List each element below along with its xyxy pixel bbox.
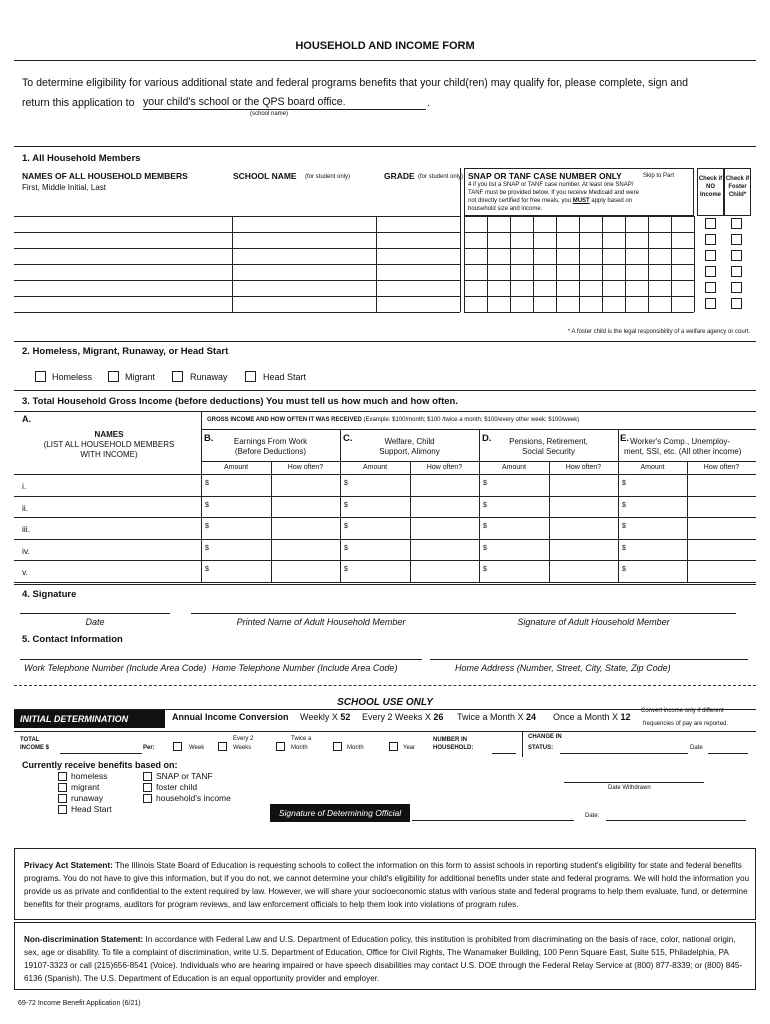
printed-name-field[interactable] xyxy=(191,613,451,614)
dollar-sign: $ xyxy=(205,566,209,573)
member-name-cell[interactable] xyxy=(14,264,232,280)
snap-digit-divider xyxy=(694,216,695,312)
section3-heading: 3. Total Household Gross Income (before deductions) You must tell us how much and how often. xyxy=(22,396,458,407)
convert-note-1: Convert income only if different xyxy=(641,708,724,714)
income-amount-cell[interactable] xyxy=(630,474,687,496)
privacy-statement xyxy=(24,859,750,911)
member-grade-cell[interactable] xyxy=(376,280,460,296)
col-b-text-2: (Before Deductions) xyxy=(234,447,307,456)
dollar-sign: $ xyxy=(622,502,626,509)
snap-digit-divider xyxy=(533,216,534,312)
home-phone-label: Home Telephone Number (Include Area Code) xyxy=(212,663,398,673)
dollar-sign: $ xyxy=(483,523,487,530)
nondiscrimination-text: In accordance with Federal Law and U.S. Department of Education policy, this institution is prohibited from discriminating on the basis of race, color, national origin, sex, age or disability. To file a complaint of discrimination, write U.S. Department of Education, Office for Civil Rights, The Wanamaker Building, 100 Penn Square East, Suite 515, Philadelphia, PA 19107-3323 or call (215)656-8541 (Voice). Individuals who are hearing impaired or have speech disabilities may contact U.S. DOE through the Federal Relay Service at (800) 877-8339; or (800) 845-6136 (Spanish). The U.S. Department of Education is an equal opportunity provider and employer. xyxy=(24,935,743,983)
income-amount-cell[interactable] xyxy=(630,560,687,582)
foster-child-checkbox[interactable] xyxy=(731,266,742,277)
household-number-field[interactable] xyxy=(492,753,516,754)
printed-name-label: Printed Name of Adult Household Member xyxy=(236,617,406,627)
adult-signature-label: Signature of Adult Household Member xyxy=(517,617,670,627)
income-frequency-cell[interactable] xyxy=(687,560,756,582)
migrant-checkbox[interactable] xyxy=(108,371,119,382)
amount-header: Amount xyxy=(223,464,249,471)
gross-income-bold: GROSS INCOME AND HOW OFTEN IT WAS RECEIVED xyxy=(207,417,362,423)
income-amount-cell[interactable] xyxy=(630,496,687,517)
income-amount-cell[interactable] xyxy=(491,517,549,539)
income-frequency-cell[interactable] xyxy=(549,560,618,582)
section4-rule xyxy=(14,584,756,585)
per-month-label: Month xyxy=(347,745,364,751)
section4-heading: 4. Signature xyxy=(22,589,77,600)
signature-date-label: Date xyxy=(85,617,105,627)
intro-line-2-prefix: return this application to xyxy=(22,97,135,109)
runaway-checkbox[interactable] xyxy=(172,371,183,382)
work-phone-field[interactable] xyxy=(20,659,216,660)
per-twice-month-checkbox[interactable] xyxy=(276,742,285,751)
benefit-runaway-label: runaway xyxy=(71,793,104,803)
signature-date-field[interactable] xyxy=(20,613,170,614)
once-number: 12 xyxy=(620,712,631,722)
gross-income-example: (Example: $100/month; $100 /twice a month; $100/every other week; $100/week) xyxy=(363,417,580,423)
how-often-header: How often? xyxy=(426,464,463,471)
school-use-heading: SCHOOL USE ONLY xyxy=(337,697,433,708)
dollar-sign: $ xyxy=(344,523,348,530)
snap-digit-divider xyxy=(556,216,557,312)
school-name-field[interactable]: your child's school or the QPS board office. xyxy=(143,96,426,110)
home-phone-field[interactable] xyxy=(212,659,422,660)
twice-text: Twice a Month X xyxy=(457,712,527,722)
benefit-head-start-checkbox[interactable] xyxy=(58,805,67,814)
intro-line-2-suffix: . xyxy=(427,97,430,109)
income-amount-cell[interactable] xyxy=(352,474,410,496)
col-c-label: C. xyxy=(343,433,353,444)
member-row-line xyxy=(14,312,460,313)
col-c-text-1: Welfare, Child xyxy=(384,437,435,446)
grade-col-divider xyxy=(460,168,461,312)
snap-col-desc-3c: apply based on xyxy=(589,198,633,204)
dollar-sign: $ xyxy=(205,545,209,552)
snap-digit-divider xyxy=(602,216,603,312)
every-2-weeks-2: Weeks xyxy=(233,745,252,751)
snap-col-header: SNAP OR TANF CASE NUMBER ONLY xyxy=(468,171,622,181)
income-name-cell[interactable] xyxy=(30,496,200,517)
income-frequency-cell[interactable] xyxy=(687,539,756,560)
official-signature-label: Signature of Determining Official xyxy=(270,804,410,822)
runaway-label: Runaway xyxy=(190,372,228,382)
col-e-text-2: ment, SSI, etc. (All other income) xyxy=(624,447,742,456)
member-grade-cell[interactable] xyxy=(376,264,460,280)
no-income-checkbox[interactable] xyxy=(705,266,716,277)
member-grade-cell[interactable] xyxy=(376,248,460,264)
income-name-cell[interactable] xyxy=(30,539,200,560)
member-school-cell[interactable] xyxy=(232,216,376,232)
head-start-checkbox[interactable] xyxy=(245,371,256,382)
every2-text: Every 2 Weeks X xyxy=(362,712,434,722)
snap-digit-divider xyxy=(487,216,488,312)
per-week-label: Week xyxy=(189,745,205,751)
members-col-subheader: First, Middle Initial, Last xyxy=(22,183,107,192)
income-amount-cell[interactable] xyxy=(213,539,271,560)
income-amount-cell[interactable] xyxy=(352,539,410,560)
change-status-field[interactable] xyxy=(560,753,688,754)
col-d-text-1: Pensions, Retirement, xyxy=(509,437,588,446)
grade-col-header: GRADE xyxy=(384,171,415,181)
col-b-text-1: Earnings From Work xyxy=(233,437,308,446)
income-amount-cell[interactable] xyxy=(213,517,271,539)
nondiscrimination-statement xyxy=(24,933,750,985)
income-amount-cell[interactable] xyxy=(491,560,549,582)
income-frequency-cell[interactable] xyxy=(410,539,479,560)
weekly-factor xyxy=(300,712,350,722)
twice-factor xyxy=(457,712,536,722)
member-grade-cell[interactable] xyxy=(376,232,460,248)
benefit-head-start-label: Head Start xyxy=(71,804,112,814)
official-date-label: Date: xyxy=(585,813,600,819)
dollar-sign: $ xyxy=(205,480,209,487)
dollar-sign: $ xyxy=(622,545,626,552)
no-income-checkbox[interactable] xyxy=(705,298,716,309)
income-amount-cell[interactable] xyxy=(630,539,687,560)
income-amount-cell[interactable] xyxy=(491,496,549,517)
snap-col-skip: Skip to Part xyxy=(643,173,675,179)
benefit-snap-checkbox[interactable] xyxy=(143,772,152,781)
grade-col-note: (for student only) xyxy=(418,174,464,180)
every2-number: 26 xyxy=(433,712,444,722)
foster-child-checkbox[interactable] xyxy=(731,298,742,309)
income-frequency-cell[interactable] xyxy=(271,539,340,560)
col-d-text-2: Social Security xyxy=(522,447,575,456)
weekly-number: 52 xyxy=(340,712,351,722)
per-week-checkbox[interactable] xyxy=(173,742,182,751)
section5-heading: 5. Contact Information xyxy=(22,634,123,645)
income-row-label: iii. xyxy=(22,524,31,534)
snap-digit-divider xyxy=(510,216,511,312)
member-school-cell[interactable] xyxy=(232,232,376,248)
col-e-label: E. xyxy=(620,433,629,444)
member-school-cell[interactable] xyxy=(232,264,376,280)
school-use-divider xyxy=(14,685,756,686)
official-signature-field[interactable] xyxy=(412,820,574,821)
convert-note-2: frequencies of pay are reported. xyxy=(643,721,729,727)
members-col-header: NAMES OF ALL HOUSEHOLD MEMBERS xyxy=(22,171,188,181)
snap-digit-divider xyxy=(648,216,649,312)
date-withdrawn-label: Date Withdrawn xyxy=(608,785,651,791)
income-amount-cell[interactable] xyxy=(491,474,549,496)
no-income-col-header: Check if NO Income xyxy=(698,176,723,198)
member-name-cell[interactable] xyxy=(14,248,232,264)
homeless-label: Homeless xyxy=(52,372,93,382)
member-school-cell[interactable] xyxy=(232,248,376,264)
school-name-caption: (school name) xyxy=(250,111,289,117)
income-name-cell[interactable] xyxy=(30,560,200,582)
member-grade-cell[interactable] xyxy=(376,296,460,312)
nondiscrimination-label: Non-discrimination Statement: xyxy=(24,935,144,944)
income-frequency-cell[interactable] xyxy=(687,474,756,496)
adult-signature-field[interactable] xyxy=(451,613,736,614)
no-income-checkbox[interactable] xyxy=(705,250,716,261)
snap-col-desc-3a: not directly certified for free meals, you xyxy=(468,198,573,204)
no-income-checkbox[interactable] xyxy=(705,282,716,293)
benefit-foster-label: foster child xyxy=(156,782,198,792)
income-row-label: iv. xyxy=(22,546,30,556)
weekly-text: Weekly X xyxy=(300,712,341,722)
twice-month-1: Twice a xyxy=(291,736,312,742)
amount-header: Amount xyxy=(640,464,665,471)
twice-month-2: Month xyxy=(291,745,308,751)
no-income-checkbox[interactable] xyxy=(705,218,716,229)
homeless-checkbox[interactable] xyxy=(35,371,46,382)
income-frequency-cell[interactable] xyxy=(549,517,618,539)
home-address-label: Home Address (Number, Street, City, State, Zip Code) xyxy=(455,663,671,673)
snap-col-desc-must: MUST xyxy=(572,198,590,204)
income-row-label: v. xyxy=(22,567,28,577)
no-income-checkbox[interactable] xyxy=(705,234,716,245)
income-frequency-cell[interactable] xyxy=(410,474,479,496)
snap-col-desc-1: 4 if you list a SNAP or TANF case number. At least one SNAP/ xyxy=(468,182,634,188)
dollar-sign: $ xyxy=(483,545,487,552)
change-in-1: CHANGE IN xyxy=(528,734,562,740)
dollar-sign: $ xyxy=(344,545,348,552)
income-frequency-cell[interactable] xyxy=(271,560,340,582)
income-amount-cell[interactable] xyxy=(352,560,410,582)
gross-income-header xyxy=(207,417,579,423)
how-often-header: How often? xyxy=(565,464,602,471)
work-phone-label: Work Telephone Number (Include Area Code) xyxy=(24,663,207,673)
income-frequency-cell[interactable] xyxy=(410,517,479,539)
benefit-income-checkbox[interactable] xyxy=(143,794,152,803)
per-year-checkbox[interactable] xyxy=(389,742,398,751)
dollar-sign: $ xyxy=(622,480,626,487)
dollar-sign: $ xyxy=(344,502,348,509)
benefit-snap-label: SNAP or TANF xyxy=(156,771,213,781)
section1-heading: 1. All Household Members xyxy=(22,153,141,164)
intro-line-1: To determine eligibility for various additional state and federal programs benefits that your child(ren) may qualify for, please complete, sign and xyxy=(22,77,688,89)
names-header: NAMES xyxy=(94,430,124,439)
member-name-cell[interactable] xyxy=(14,232,232,248)
how-often-header: How often? xyxy=(287,464,324,471)
col-a-label: A. xyxy=(22,414,31,424)
change-status-divider xyxy=(522,732,523,757)
col-b-label: B. xyxy=(204,433,214,444)
income-row-line xyxy=(14,582,756,583)
number-in-2: HOUSEHOLD: xyxy=(433,745,474,751)
initial-determination-label: INITIAL DETERMINATION xyxy=(14,710,165,728)
per-month-checkbox[interactable] xyxy=(333,742,342,751)
once-factor xyxy=(553,712,631,722)
benefit-homeless-checkbox[interactable] xyxy=(58,772,67,781)
names-sub-2: WITH INCOME) xyxy=(80,450,138,459)
change-date-label: Date xyxy=(690,745,703,751)
twice-number: 24 xyxy=(526,712,537,722)
change-date-field[interactable] xyxy=(708,753,748,754)
benefit-foster-checkbox[interactable] xyxy=(143,783,152,792)
dollar-sign: $ xyxy=(483,480,487,487)
benefit-migrant-label: migrant xyxy=(71,782,100,792)
number-in-1: NUMBER IN xyxy=(433,737,467,743)
total-income-1: TOTAL xyxy=(20,737,40,743)
conversion-rule xyxy=(14,731,756,732)
income-frequency-cell[interactable] xyxy=(687,496,756,517)
official-date-field[interactable] xyxy=(606,820,746,821)
how-often-header: How often? xyxy=(703,464,740,471)
dollar-sign: $ xyxy=(483,566,487,573)
member-name-cell[interactable] xyxy=(14,216,232,232)
per-year-label: Year xyxy=(403,745,416,751)
snap-digit-divider xyxy=(625,216,626,312)
dollar-sign: $ xyxy=(344,566,348,573)
col-e-text-1: Worker's Comp., Unemploy- xyxy=(630,437,731,446)
names-sub-1: (LIST ALL HOUSEHOLD MEMBERS xyxy=(43,440,175,449)
foster-col-header: Check if Foster Child* xyxy=(725,176,750,198)
foster-child-checkbox[interactable] xyxy=(731,250,742,261)
snap-col-desc-2: TANF must be provided below. If you receive Medicaid and were xyxy=(468,190,639,196)
income-row-label: ii. xyxy=(22,503,29,513)
annual-conversion-label: Annual Income Conversion xyxy=(172,712,289,722)
income-amount-cell[interactable] xyxy=(213,496,271,517)
section3-rule xyxy=(14,390,756,391)
head-start-label: Head Start xyxy=(263,372,307,382)
change-in-2: STATUS: xyxy=(528,745,554,751)
migrant-label: Migrant xyxy=(125,372,156,382)
member-name-cell[interactable] xyxy=(14,280,232,296)
foster-child-checkbox[interactable] xyxy=(731,234,742,245)
date-withdrawn-field[interactable] xyxy=(564,782,704,783)
privacy-label: Privacy Act Statement: xyxy=(24,861,113,870)
dollar-sign: $ xyxy=(205,523,209,530)
income-name-cell[interactable] xyxy=(30,517,200,539)
income-frequency-cell[interactable] xyxy=(271,496,340,517)
income-amount-cell[interactable] xyxy=(630,517,687,539)
privacy-text: The Illinois State Board of Education is requesting schools to collect the information on this form to assist schools in reporting student's eligibility for state and federal benefits programs. You do not have to give this information, but if you do not, we cannot determine your child's eligibility for additional benefits under state and federal programs. We will hold the information you provide us as private and confidential to the extent required by law. However, we will share your socioeconomic status with various state and federal programs to help them evaluate, fund, or determine benefits for their programs, auditors for program reviews, and law enforcement officials to help them look into violations of program rules. xyxy=(24,861,750,909)
income-amount-cell[interactable] xyxy=(352,496,410,517)
income-amount-cell[interactable] xyxy=(213,560,271,582)
section2-rule xyxy=(14,341,756,342)
dollar-sign: $ xyxy=(483,502,487,509)
benefit-homeless-label: homeless xyxy=(71,771,108,781)
per-every-2-weeks-checkbox[interactable] xyxy=(218,742,227,751)
total-income-2: INCOME $ xyxy=(20,745,50,751)
benefit-income-label: household's income xyxy=(156,793,231,803)
currently-receive-label: Currently receive benefits based on: xyxy=(22,760,178,770)
snap-digit-divider xyxy=(579,216,580,312)
income-frequency-cell[interactable] xyxy=(410,560,479,582)
home-address-field[interactable] xyxy=(430,659,748,660)
total-income-field[interactable] xyxy=(60,753,142,754)
income-frequency-cell[interactable] xyxy=(687,517,756,539)
section2-heading: 2. Homeless, Migrant, Runaway, or Head Start xyxy=(22,346,229,357)
income-name-cell[interactable] xyxy=(30,474,200,496)
foster-child-checkbox[interactable] xyxy=(731,282,742,293)
income-row-label: i. xyxy=(22,481,27,491)
snap-col-desc-3 xyxy=(468,198,632,204)
income-frequency-cell[interactable] xyxy=(271,517,340,539)
income-amount-cell[interactable] xyxy=(352,517,410,539)
benefit-runaway-checkbox[interactable] xyxy=(58,794,67,803)
member-school-cell[interactable] xyxy=(232,280,376,296)
snap-col-desc-4: household size and income. xyxy=(468,206,543,212)
dollar-sign: $ xyxy=(622,523,626,530)
foster-footnote: * A foster child is the legal responsibility of a welfare agency or court. xyxy=(567,329,750,335)
title-rule xyxy=(14,60,756,61)
section1-rule xyxy=(14,146,756,147)
dollar-sign: $ xyxy=(344,480,348,487)
income-frequency-cell[interactable] xyxy=(271,474,340,496)
every-2-weeks-1: Every 2 xyxy=(233,736,254,742)
dollar-sign: $ xyxy=(205,502,209,509)
benefit-migrant-checkbox[interactable] xyxy=(58,783,67,792)
income-frequency-cell[interactable] xyxy=(549,496,618,517)
school-col-note: (for student only) xyxy=(305,174,351,180)
income-frequency-cell[interactable] xyxy=(410,496,479,517)
snap-row-line xyxy=(464,312,694,313)
form-title: HOUSEHOLD AND INCOME FORM xyxy=(295,40,475,52)
every2-factor xyxy=(362,712,443,722)
income-amount-cell[interactable] xyxy=(491,539,549,560)
foster-child-checkbox[interactable] xyxy=(731,218,742,229)
col-d-label: D. xyxy=(482,433,492,444)
amount-header: Amount xyxy=(362,464,388,471)
income-amount-cell[interactable] xyxy=(213,474,271,496)
col-c-text-2: Support, Alimony xyxy=(379,447,440,456)
snap-digit-divider xyxy=(671,216,672,312)
income-frequency-cell[interactable] xyxy=(549,539,618,560)
per-label: Per: xyxy=(143,745,155,751)
school-col-header: SCHOOL NAME xyxy=(233,171,297,181)
amount-header: Amount xyxy=(501,464,527,471)
member-grade-cell[interactable] xyxy=(376,216,460,232)
income-frequency-cell[interactable] xyxy=(549,474,618,496)
once-text: Once a Month X xyxy=(553,712,621,722)
member-school-cell[interactable] xyxy=(232,296,376,312)
footer-form-id: 69-72 Income Benefit Application (6/21) xyxy=(18,1000,141,1007)
snap-box-left xyxy=(464,216,465,312)
member-name-cell[interactable] xyxy=(14,296,232,312)
dollar-sign: $ xyxy=(622,566,626,573)
section3-grid-top xyxy=(14,411,756,412)
